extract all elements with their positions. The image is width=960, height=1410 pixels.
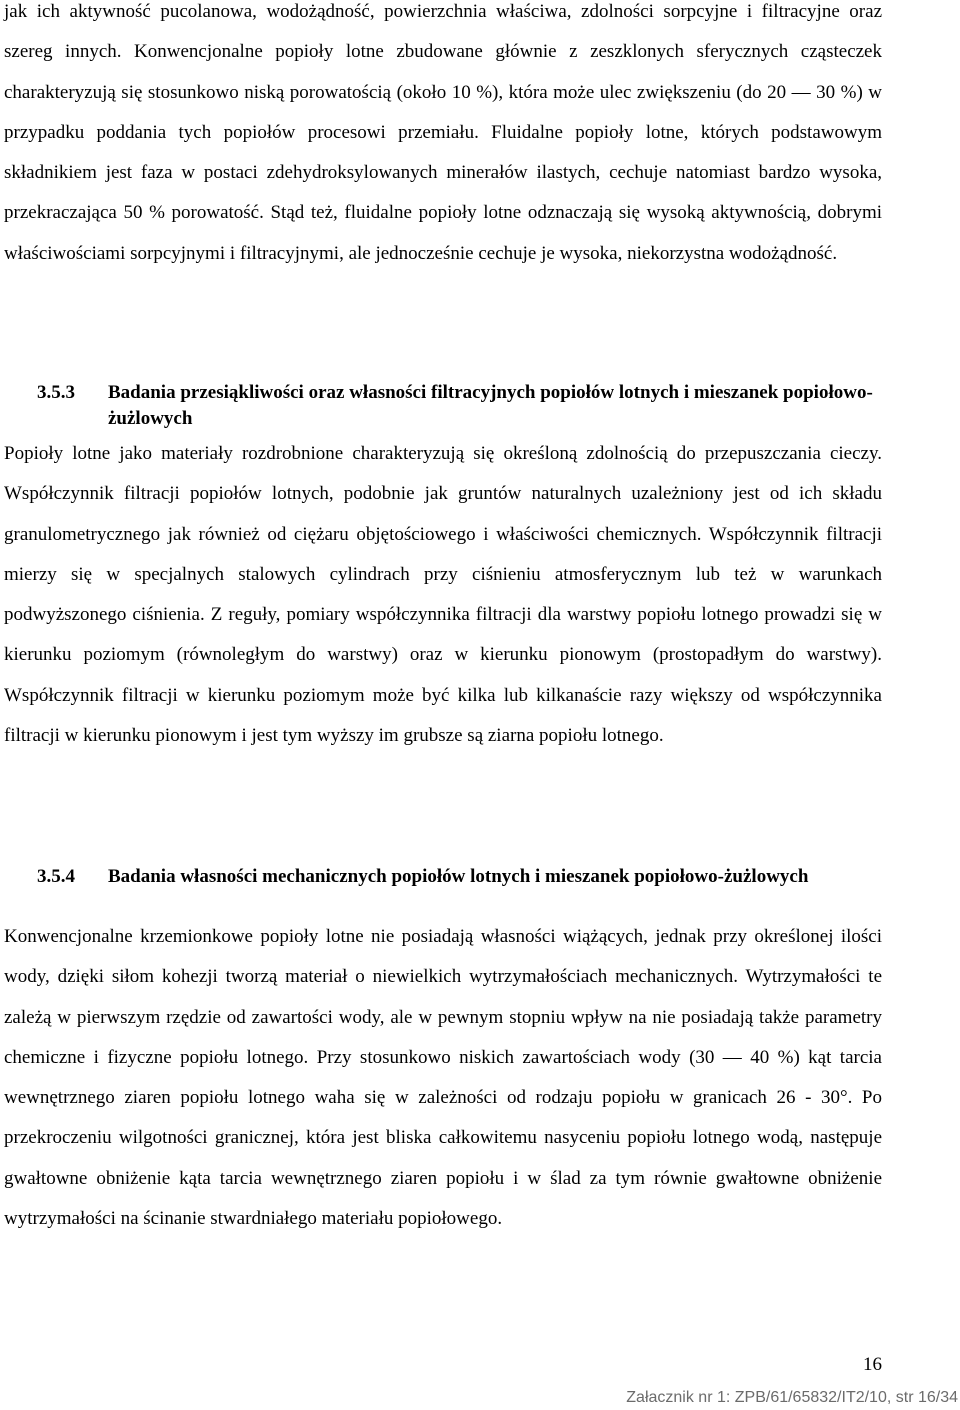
section-heading-3-5-3 [37, 380, 897, 432]
section-number: 3.5.3 [37, 382, 75, 403]
section-number: 3.5.4 [37, 866, 75, 887]
paragraph-pozzolanic-porosity: jak ich aktywność pucolanowa, wodożądność, powierzchnia właściwa, zdolności sorpcyjne i filtracyjne oraz szereg innych. Konwencjonalne popioły lotne zbudowane głównie z zeszklonych sferycznych cząsteczek charakteryzują się stosunkowo niską porowatością (około 10 %), która może ulec zwiększeniu (do 20 — 30 %) w przypadku poddania tych popiołów procesowi przemiału. Fluidalne popioły lotne, których podstawowym składnikiem jest faza w postaci zdehydroksylowanych minerałów ilastych, cechuje natomiast bardzo wysoka, przekraczająca 50 % porowatość. Stąd też, fluidalne popioły lotne odznaczają się wysoką aktywnością, dobrymi właściwościami sorpcyjnymi i filtracyjnymi, ale jednocześnie cechuje je wysoka, niekorzystna wodożądność. [4, 1, 882, 264]
section-title: Badania własności mechanicznych popiołów lotnych i mieszanek popiołowo-żużlowych [108, 866, 809, 887]
paragraph-filtration: Popioły lotne jako materiały rozdrobnione charakteryzują się określoną zdolnością do przepuszczania cieczy. Współczynnik filtracji popiołów lotnych, podobnie jak gruntów naturalnych uzależniony jest od ich składu granulometrycznego jak również od ciężaru objętościowego i właściwości chemicznych. Współczynnik filtracji mierzy się w specjalnych stalowych cylindrach przy ciśnieniu atmosferycznym lub też w warunkach podwyższonego ciśnienia. Z reguły, pomiary współczynnika filtracji dla warstwy popiołu lotnego prowadzi się w kierunku poziomym (równoległym do warstwy) oraz w kierunku pionowym (prostopadłym do warstwy). Współczynnik filtracji w kierunku poziomym może być kilka lub kilkanaście razy większy od współczynnika filtracji w kierunku pionowym i jest tym wyższy im grubsze są ziarna popiołu lotnego. [4, 443, 882, 747]
section-heading-3-5-4 [37, 864, 897, 890]
paragraph-mechanical-properties: Konwencjonalne krzemionkowe popioły lotne nie posiadają własności wiążących, jednak przy określonej ilości wody, dzięki siłom kohezji tworzą materiał o niewielkich wytrzymałościach mechanicznych. Wytrzymałości te zależą w pierwszym rzędzie od zawartości wody, ale w pewnym stopniu wpływ na nie posiadają także parametry chemiczne i fizyczne popiołu lotnego. Przy stosunkowo niskich zawartościach wody (30 — 40 %) kąt tarcia wewnętrznego ziaren popiołu lotnego waha się w zależności od rodzaju popiołu w granicach 26 - 30°. Po przekroczeniu wilgotności granicznej, która jest bliska całkowitemu nasyceniu popiołu lotnego wodą, następuje gwałtowne obniżenie kąta tarcia wewnętrznego ziaren popiołu i w ślad za tym równie gwałtowne obniżenie wytrzymałości na ścinanie stwardniałego materiału popiołowego. [4, 926, 882, 1230]
page-number: 16 [863, 1354, 882, 1375]
attachment-footer: Załacznik nr 1: ZPB/61/65832/IT2/10, str 16/34 [626, 1389, 958, 1406]
section-title: Badania przesiąkliwości oraz własności filtracyjnych popiołów lotnych i mieszanek popiołowo-żużlowych [108, 382, 873, 429]
